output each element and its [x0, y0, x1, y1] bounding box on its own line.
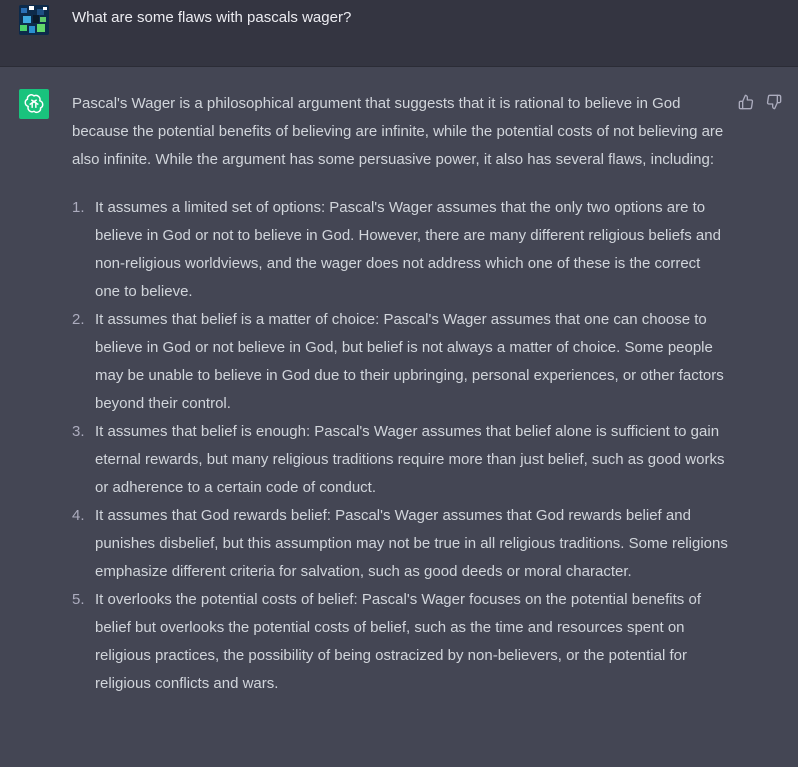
list-item: [72, 586, 728, 698]
assistant-message-content: [72, 90, 728, 698]
thumbs-down-icon: [766, 94, 782, 110]
avatar-image: [19, 5, 49, 35]
list-item-text: It assumes that belief is a matter of choice: Pascal's Wager assumes that one can choose to believe in God or not believe in God, but belief is not always a matter of choice. Some people may be unable to believe in God due to their upbringing, personal experiences, or other factors beyond their control.: [95, 311, 724, 412]
list-item-number: 4.: [72, 507, 85, 524]
user-message-row: [0, 0, 798, 67]
list-item-text: It assumes that belief is enough: Pascal's Wager assumes that belief alone is sufficient to gain eternal rewards, but many religious traditions require more than just belief, such as good works or adherence to a certain code of conduct.: [95, 423, 725, 496]
feedback-buttons: [737, 93, 783, 111]
list-item-text: It assumes a limited set of options: Pascal's Wager assumes that the only two options are to believe in God or not to believe in God. However, there are many different religious beliefs and non-religious worldviews, and the wager does not address which one of these is the correct one to believe.: [95, 199, 721, 300]
list-item: [72, 194, 728, 306]
list-item: [72, 502, 728, 586]
list-item-number: 5.: [72, 591, 85, 608]
flaws-list: [72, 194, 728, 698]
openai-logo-icon: [19, 89, 49, 119]
list-item-number: 2.: [72, 311, 85, 328]
thumbs-down-button[interactable]: [765, 93, 783, 111]
user-avatar: [19, 5, 49, 35]
thumbs-up-button[interactable]: [737, 93, 755, 111]
assistant-intro-paragraph: Pascal's Wager is a philosophical argument that suggests that it is rational to believe in God because the potential benefits of believing are infinite, while the potential costs of not believing are also infinite. While the argument has some persuasive power, it also has several flaws, including:: [72, 95, 724, 168]
assistant-message-row: [0, 67, 798, 767]
list-item: [72, 306, 728, 418]
user-message-text: What are some flaws with pascals wager?: [72, 9, 352, 26]
list-item-number: 3.: [72, 423, 85, 440]
list-item-text: It assumes that God rewards belief: Pascal's Wager assumes that God rewards belief and punishes disbelief, but this assumption may not be true in all religious traditions. Some religions emphasize different criteria for salvation, such as good deeds or moral character.: [95, 507, 728, 580]
list-item-number: 1.: [72, 199, 85, 216]
list-item: [72, 418, 728, 502]
thumbs-up-icon: [738, 94, 754, 110]
list-item-text: It overlooks the potential costs of belief: Pascal's Wager focuses on the potential benefits of belief but overlooks the potential costs of belief, such as the time and resources spent on religious practices, the possibility of being ostracized by non-believers, or the potential for religious conflicts and wars.: [95, 591, 701, 692]
